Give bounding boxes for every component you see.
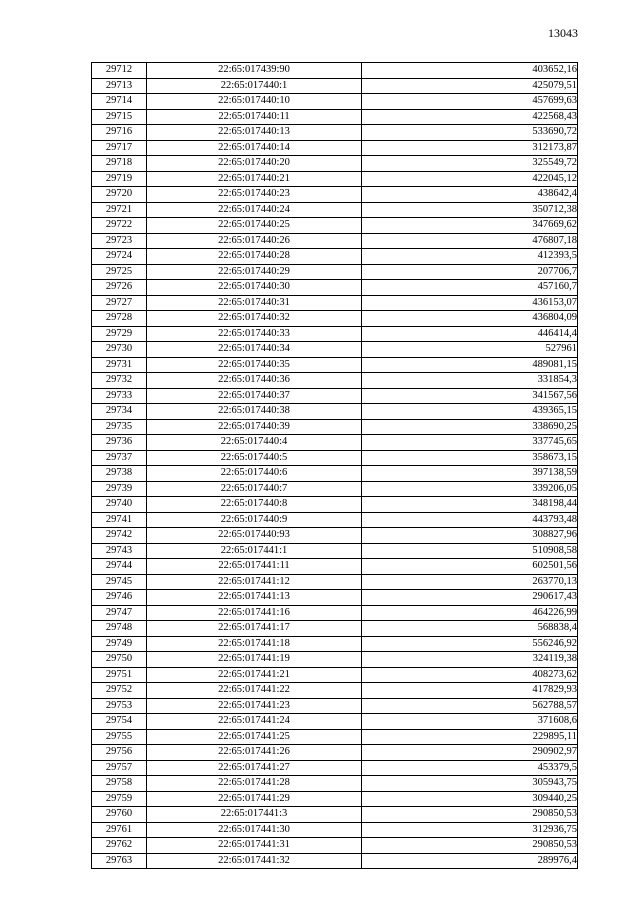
- cadastral-number-cell: 22:65:017440:14: [147, 140, 362, 156]
- row-number-cell: 29742: [92, 528, 147, 544]
- cadastral-value-cell: 602501,56: [362, 559, 578, 575]
- table-row: [92, 605, 578, 621]
- cadastral-value-cell: 556246,92: [362, 636, 578, 652]
- cadastral-number-cell: 22:65:017440:28: [147, 249, 362, 265]
- row-number-cell: 29756: [92, 745, 147, 761]
- cadastral-value-cell: 446414,4: [362, 326, 578, 342]
- cadastral-value-cell: 510908,58: [362, 543, 578, 559]
- row-number-cell: 29737: [92, 450, 147, 466]
- row-number-cell: 29746: [92, 590, 147, 606]
- row-number-cell: 29712: [92, 63, 147, 79]
- cadastral-value-cell: 417829,93: [362, 683, 578, 699]
- table-row: [92, 140, 578, 156]
- cadastral-value-cell: 312173,87: [362, 140, 578, 156]
- cadastral-number-cell: 22:65:017441:1: [147, 543, 362, 559]
- table-row: [92, 388, 578, 404]
- cadastral-value-cell: 348198,44: [362, 497, 578, 513]
- table-row: [92, 342, 578, 358]
- table-row: [92, 621, 578, 637]
- table-row: [92, 233, 578, 249]
- cadastral-value-cell: 425079,51: [362, 78, 578, 94]
- table-row: [92, 311, 578, 327]
- row-number-cell: 29731: [92, 357, 147, 373]
- cadastral-number-cell: 22:65:017441:12: [147, 574, 362, 590]
- table-row: [92, 667, 578, 683]
- table-row: [92, 652, 578, 668]
- table-row: [92, 528, 578, 544]
- cadastral-number-cell: 22:65:017440:30: [147, 280, 362, 296]
- table-row: [92, 295, 578, 311]
- cadastral-value-cell: 347669,62: [362, 218, 578, 234]
- cadastral-number-cell: 22:65:017440:21: [147, 171, 362, 187]
- cadastral-value-cell: 443793,48: [362, 512, 578, 528]
- row-number-cell: 29741: [92, 512, 147, 528]
- cadastral-number-cell: 22:65:017441:3: [147, 807, 362, 823]
- row-number-cell: 29717: [92, 140, 147, 156]
- table-row: [92, 559, 578, 575]
- table-row: [92, 729, 578, 745]
- cadastral-number-cell: 22:65:017440:4: [147, 435, 362, 451]
- table-row: [92, 435, 578, 451]
- page-number: 13043: [548, 26, 578, 40]
- table-row: [92, 94, 578, 110]
- cadastral-value-cell: 339206,05: [362, 481, 578, 497]
- cadastral-value-cell: 422045,12: [362, 171, 578, 187]
- cadastral-number-cell: 22:65:017440:38: [147, 404, 362, 420]
- row-number-cell: 29735: [92, 419, 147, 435]
- cadastral-number-cell: 22:65:017441:18: [147, 636, 362, 652]
- cadastral-number-cell: 22:65:017440:26: [147, 233, 362, 249]
- cadastral-number-cell: 22:65:017440:13: [147, 125, 362, 141]
- table-row: [92, 249, 578, 265]
- cadastral-number-cell: 22:65:017440:8: [147, 497, 362, 513]
- row-number-cell: 29759: [92, 791, 147, 807]
- row-number-cell: 29723: [92, 233, 147, 249]
- cadastral-value-cell: 489081,15: [362, 357, 578, 373]
- table-row: [92, 63, 578, 79]
- cadastral-value-cell: 358673,15: [362, 450, 578, 466]
- row-number-cell: 29749: [92, 636, 147, 652]
- table-row: [92, 543, 578, 559]
- table-row: [92, 512, 578, 528]
- row-number-cell: 29743: [92, 543, 147, 559]
- cadastral-number-cell: 22:65:017440:7: [147, 481, 362, 497]
- cadastral-number-cell: 22:65:017441:30: [147, 822, 362, 838]
- cadastral-number-cell: 22:65:017440:10: [147, 94, 362, 110]
- cadastral-value-cell: 422568,43: [362, 109, 578, 125]
- cadastral-number-cell: 22:65:017440:29: [147, 264, 362, 280]
- cadastral-number-cell: 22:65:017441:11: [147, 559, 362, 575]
- table-row: [92, 78, 578, 94]
- table-row: [92, 125, 578, 141]
- row-number-cell: 29732: [92, 373, 147, 389]
- cadastral-value-cell: 438642,4: [362, 187, 578, 203]
- table-row: [92, 791, 578, 807]
- row-number-cell: 29748: [92, 621, 147, 637]
- cadastral-value-cell: 331854,3: [362, 373, 578, 389]
- cadastral-value-cell: 337745,65: [362, 435, 578, 451]
- cadastral-number-cell: 22:65:017441:31: [147, 838, 362, 854]
- cadastral-number-cell: 22:65:017440:9: [147, 512, 362, 528]
- cadastral-number-cell: 22:65:017440:36: [147, 373, 362, 389]
- table-row: [92, 822, 578, 838]
- table-row: [92, 202, 578, 218]
- table-row: [92, 466, 578, 482]
- cadastral-value-cell: 568838,4: [362, 621, 578, 637]
- cadastral-value-cell: 457699,63: [362, 94, 578, 110]
- cadastral-number-cell: 22:65:017440:31: [147, 295, 362, 311]
- cadastral-number-cell: 22:65:017441:27: [147, 760, 362, 776]
- cadastral-number-cell: 22:65:017440:1: [147, 78, 362, 94]
- row-number-cell: 29734: [92, 404, 147, 420]
- row-number-cell: 29713: [92, 78, 147, 94]
- cadastral-value-cell: 527961: [362, 342, 578, 358]
- row-number-cell: 29720: [92, 187, 147, 203]
- row-number-cell: 29722: [92, 218, 147, 234]
- cadastral-value-cell: 436804,09: [362, 311, 578, 327]
- cadastral-number-cell: 22:65:017441:26: [147, 745, 362, 761]
- row-number-cell: 29724: [92, 249, 147, 265]
- table-row: [92, 683, 578, 699]
- cadastral-number-cell: 22:65:017440:24: [147, 202, 362, 218]
- cadastral-number-cell: 22:65:017440:37: [147, 388, 362, 404]
- row-number-cell: 29761: [92, 822, 147, 838]
- row-number-cell: 29745: [92, 574, 147, 590]
- cadastral-number-cell: 22:65:017441:25: [147, 729, 362, 745]
- cadastral-value-cell: 290902,97: [362, 745, 578, 761]
- table-row: [92, 481, 578, 497]
- table-row: [92, 109, 578, 125]
- table-row: [92, 171, 578, 187]
- row-number-cell: 29758: [92, 776, 147, 792]
- cadastral-number-cell: 22:65:017441:17: [147, 621, 362, 637]
- table-row: [92, 419, 578, 435]
- table-row: [92, 807, 578, 823]
- cadastral-value-cell: 453379,5: [362, 760, 578, 776]
- cadastral-value-cell: 312936,75: [362, 822, 578, 838]
- cadastral-number-cell: 22:65:017441:22: [147, 683, 362, 699]
- cadastral-value-cell: 439365,15: [362, 404, 578, 420]
- row-number-cell: 29736: [92, 435, 147, 451]
- row-number-cell: 29739: [92, 481, 147, 497]
- cadastral-number-cell: 22:65:017440:39: [147, 419, 362, 435]
- row-number-cell: 29714: [92, 94, 147, 110]
- cadastral-value-cell: 464226,99: [362, 605, 578, 621]
- cadastral-value-cell: 305943,75: [362, 776, 578, 792]
- row-number-cell: 29755: [92, 729, 147, 745]
- row-number-cell: 29730: [92, 342, 147, 358]
- table-body: [92, 63, 578, 869]
- cadastral-number-cell: 22:65:017441:28: [147, 776, 362, 792]
- table-row: [92, 590, 578, 606]
- table-row: [92, 357, 578, 373]
- row-number-cell: 29715: [92, 109, 147, 125]
- row-number-cell: 29762: [92, 838, 147, 854]
- cadastral-value-cell: 207706,7: [362, 264, 578, 280]
- cadastral-number-cell: 22:65:017440:25: [147, 218, 362, 234]
- row-number-cell: 29751: [92, 667, 147, 683]
- cadastral-value-cell: 341567,56: [362, 388, 578, 404]
- cadastral-number-cell: 22:65:017440:32: [147, 311, 362, 327]
- cadastral-number-cell: 22:65:017439:90: [147, 63, 362, 79]
- table-row: [92, 745, 578, 761]
- cadastral-value-cell: 476807,18: [362, 233, 578, 249]
- row-number-cell: 29738: [92, 466, 147, 482]
- cadastral-value-cell: 562788,57: [362, 698, 578, 714]
- table-row: [92, 156, 578, 172]
- row-number-cell: 29721: [92, 202, 147, 218]
- cadastral-value-cell: 371608,6: [362, 714, 578, 730]
- table-row: [92, 326, 578, 342]
- row-number-cell: 29725: [92, 264, 147, 280]
- cadastral-value-cell: 308827,96: [362, 528, 578, 544]
- table-row: [92, 574, 578, 590]
- cadastral-value-cell: 533690,72: [362, 125, 578, 141]
- table-row: [92, 714, 578, 730]
- row-number-cell: 29753: [92, 698, 147, 714]
- cadastral-value-cell: 290617,43: [362, 590, 578, 606]
- cadastral-value-cell: 325549,72: [362, 156, 578, 172]
- cadastral-number-cell: 22:65:017440:11: [147, 109, 362, 125]
- cadastral-number-cell: 22:65:017440:20: [147, 156, 362, 172]
- cadastral-number-cell: 22:65:017440:33: [147, 326, 362, 342]
- table-row: [92, 280, 578, 296]
- cadastral-value-cell: 350712,38: [362, 202, 578, 218]
- cadastral-number-cell: 22:65:017441:21: [147, 667, 362, 683]
- row-number-cell: 29760: [92, 807, 147, 823]
- cadastral-value-cell: 324119,38: [362, 652, 578, 668]
- table-row: [92, 264, 578, 280]
- cadastral-value-cell: 338690,25: [362, 419, 578, 435]
- row-number-cell: 29728: [92, 311, 147, 327]
- row-number-cell: 29726: [92, 280, 147, 296]
- table-row: [92, 760, 578, 776]
- cadastral-value-cell: 412393,5: [362, 249, 578, 265]
- table-row: [92, 373, 578, 389]
- row-number-cell: 29716: [92, 125, 147, 141]
- cadastral-value-cell: 403652,16: [362, 63, 578, 79]
- cadastral-value-cell: 309440,25: [362, 791, 578, 807]
- row-number-cell: 29740: [92, 497, 147, 513]
- cadastral-value-table: [91, 62, 578, 869]
- cadastral-value-cell: 289976,4: [362, 853, 578, 869]
- cadastral-value-cell: 290850,53: [362, 807, 578, 823]
- cadastral-number-cell: 22:65:017440:34: [147, 342, 362, 358]
- cadastral-number-cell: 22:65:017441:16: [147, 605, 362, 621]
- table-row: [92, 218, 578, 234]
- table-row: [92, 187, 578, 203]
- cadastral-number-cell: 22:65:017440:6: [147, 466, 362, 482]
- row-number-cell: 29752: [92, 683, 147, 699]
- table-row: [92, 636, 578, 652]
- row-number-cell: 29729: [92, 326, 147, 342]
- row-number-cell: 29754: [92, 714, 147, 730]
- row-number-cell: 29727: [92, 295, 147, 311]
- cadastral-number-cell: 22:65:017440:23: [147, 187, 362, 203]
- cadastral-number-cell: 22:65:017440:35: [147, 357, 362, 373]
- row-number-cell: 29757: [92, 760, 147, 776]
- row-number-cell: 29747: [92, 605, 147, 621]
- table-row: [92, 838, 578, 854]
- cadastral-value-cell: 408273,62: [362, 667, 578, 683]
- cadastral-number-cell: 22:65:017441:24: [147, 714, 362, 730]
- table-row: [92, 698, 578, 714]
- cadastral-value-cell: 290850,53: [362, 838, 578, 854]
- cadastral-value-cell: 397138,59: [362, 466, 578, 482]
- cadastral-number-cell: 22:65:017441:23: [147, 698, 362, 714]
- row-number-cell: 29718: [92, 156, 147, 172]
- cadastral-number-cell: 22:65:017440:5: [147, 450, 362, 466]
- cadastral-value-cell: 229895,11: [362, 729, 578, 745]
- table-row: [92, 776, 578, 792]
- table-row: [92, 497, 578, 513]
- row-number-cell: 29750: [92, 652, 147, 668]
- cadastral-number-cell: 22:65:017441:13: [147, 590, 362, 606]
- cadastral-number-cell: 22:65:017441:19: [147, 652, 362, 668]
- row-number-cell: 29763: [92, 853, 147, 869]
- table-row: [92, 404, 578, 420]
- cadastral-number-cell: 22:65:017440:93: [147, 528, 362, 544]
- cadastral-number-cell: 22:65:017441:29: [147, 791, 362, 807]
- table-row: [92, 450, 578, 466]
- row-number-cell: 29719: [92, 171, 147, 187]
- row-number-cell: 29733: [92, 388, 147, 404]
- cadastral-number-cell: 22:65:017441:32: [147, 853, 362, 869]
- table-row: [92, 853, 578, 869]
- cadastral-value-cell: 457160,7: [362, 280, 578, 296]
- cadastral-value-cell: 263770,13: [362, 574, 578, 590]
- row-number-cell: 29744: [92, 559, 147, 575]
- cadastral-value-cell: 436153,07: [362, 295, 578, 311]
